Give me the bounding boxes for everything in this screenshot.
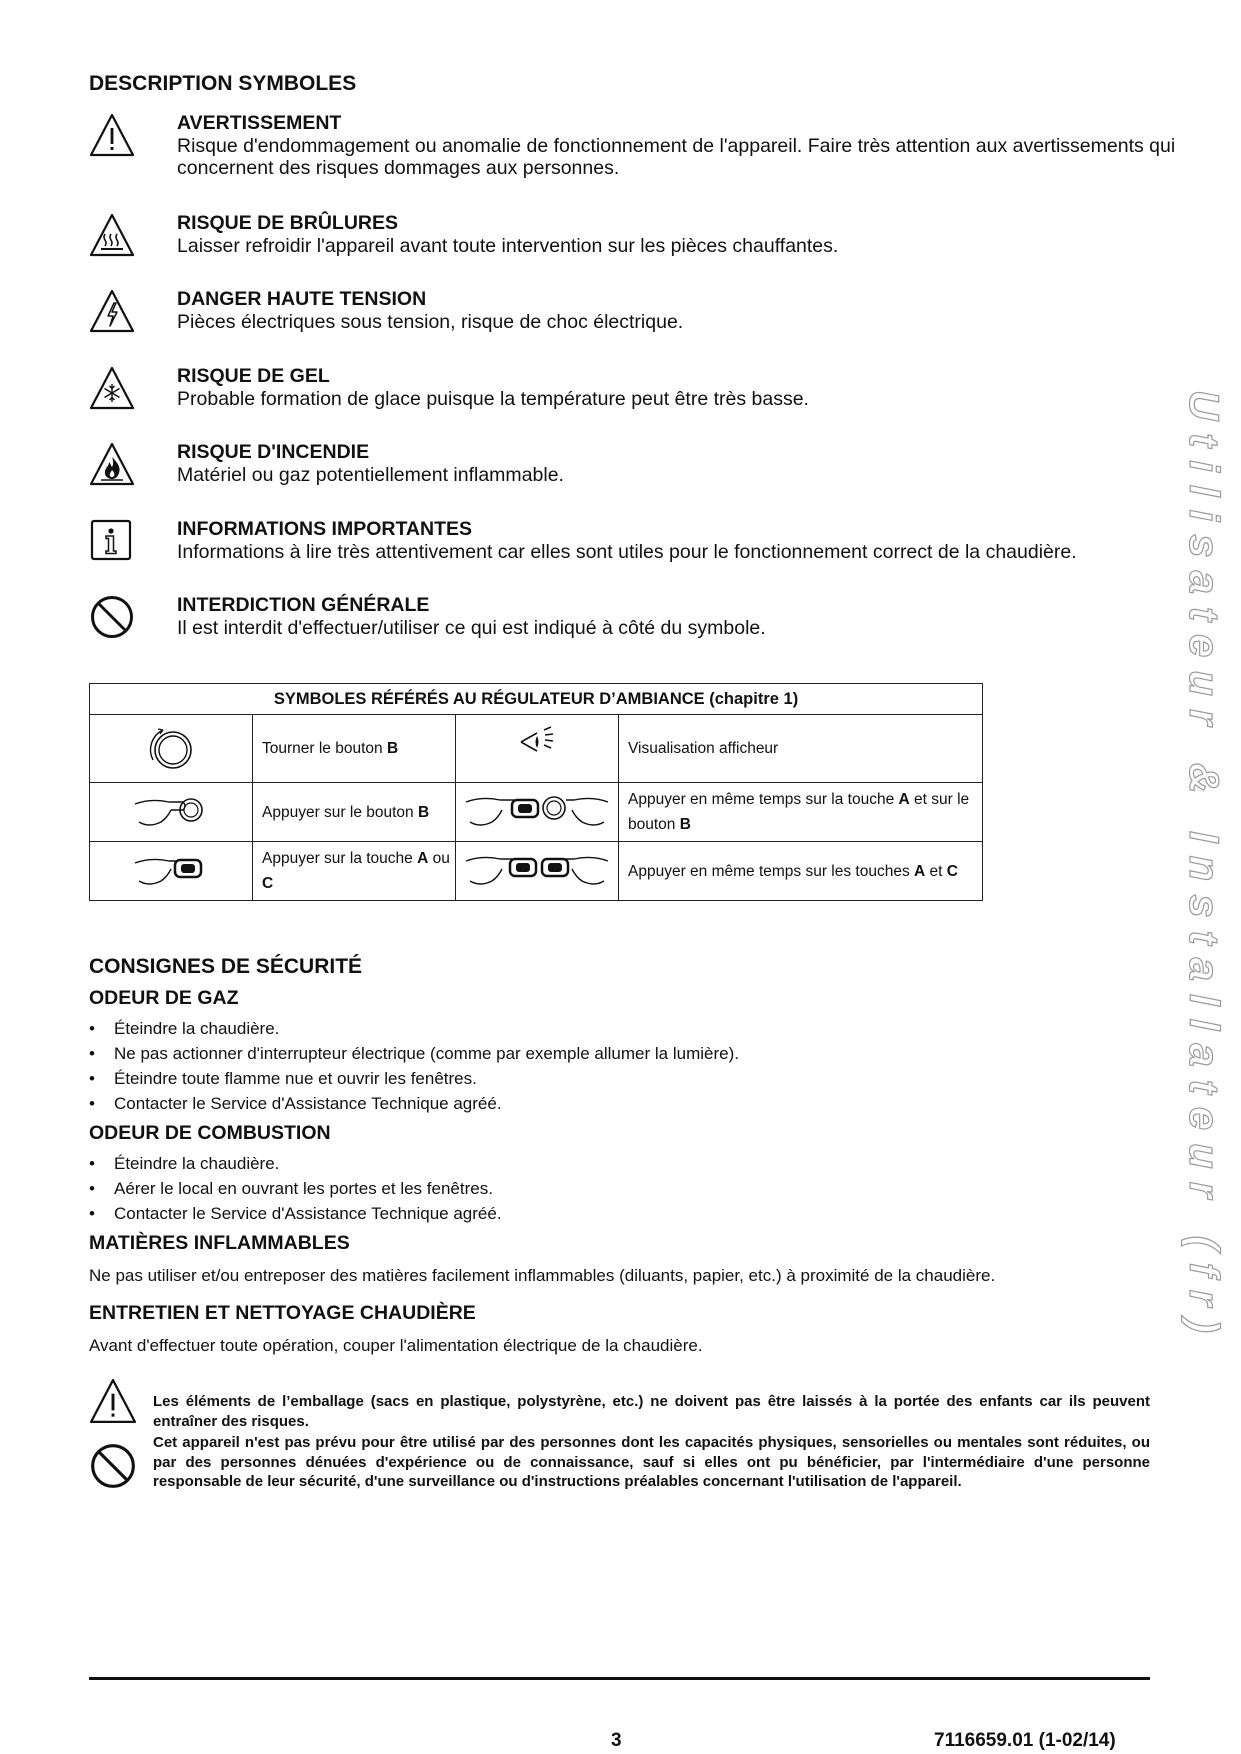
list-item: • Ne pas actionner d'interrupteur électrique (comme par exemple allumer la lumière). (89, 1041, 739, 1066)
list-item: • Contacter le Service d'Assistance Technique agréé. (89, 1201, 502, 1226)
packaging-warning-text: Les éléments de l’emballage (sacs en plastique, polystyrène, etc.) ne doivent pas être laissés à la portée des enfants car ils peuvent entraîner des risques. (153, 1393, 1150, 1430)
flammable-text: Ne pas utiliser et/ou entreposer des matières facilement inflammables (diluants, papier, etc.) à proximité de la chaudière. (89, 1266, 996, 1285)
info-icon (89, 518, 135, 564)
table-cell: Appuyer en même temps sur la touche A et sur le bouton B (619, 783, 983, 842)
symbol-row-frost (89, 365, 1149, 425)
gas-odor-title: ODEUR DE GAZ (89, 987, 239, 1009)
page-number: 3 (611, 1730, 622, 1751)
rotate-knob-icon (90, 715, 253, 783)
symbol-description: Matériel ou gaz potentiellement inflammable. (177, 464, 564, 486)
symbol-description: Probable formation de glace puisque la température peut être très basse. (177, 388, 809, 410)
table-cell: Appuyer en même temps sur les touches A et C (619, 842, 983, 901)
symbol-title: INFORMATIONS IMPORTANTES (177, 518, 473, 540)
usage-restriction-text: Cet appareil n'est pas prévu pour être utilisé par des personnes dont les capacités physiques, sensorielles ou mentales sont réduites, ou par des personnes dénuées d'expérience ou de connaissance, sauf si elles ont pu bénéficier, par l'intermédiaire d'une personne responsable de leur sécurité, d'une surveillance ou d'instructions préalables concernant l'utilisation de l'appareil. (153, 1434, 1150, 1490)
warning-icon (89, 1377, 137, 1425)
warning-icon (89, 112, 135, 158)
maintenance-text: Avant d'effectuer toute opération, couper l'alimentation électrique de la chaudière. (89, 1336, 703, 1355)
eye-display-icon (456, 715, 619, 783)
symbol-row-burn (89, 212, 1149, 272)
press-two-keys-icon (456, 842, 619, 901)
footer-divider (89, 1677, 1150, 1680)
symbol-row-high-voltage (89, 288, 1149, 348)
flammable-title: MATIÈRES INFLAMMABLES (89, 1232, 350, 1254)
combustion-odor-title: ODEUR DE COMBUSTION (89, 1122, 331, 1144)
table-cell: Tourner le bouton B (253, 715, 456, 783)
symbol-description: Pièces électriques sous tension, risque de choc électrique. (177, 311, 684, 333)
high-voltage-icon (89, 288, 135, 334)
page-title: DESCRIPTION SYMBOLES (89, 72, 357, 95)
side-label: Utilisateur & Installateur (fr) (1181, 389, 1228, 1347)
table-cell: Visualisation afficheur (619, 715, 983, 783)
symbol-row-info (89, 518, 1149, 578)
table-header: SYMBOLES RÉFÉRÉS AU RÉGULATEUR D’AMBIANCE (chapitre 1) (90, 684, 983, 715)
symbol-description: Risque d'endommagement ou anomalie de fonctionnement de l'appareil. Faire très attention aux avertissements qui concernent des risques dommages aux personnes. (177, 135, 1176, 179)
table-row (90, 715, 983, 783)
list-item: • Éteindre la chaudière. (89, 1016, 739, 1041)
symbol-row-warning (89, 112, 1176, 179)
symbol-title: AVERTISSEMENT (177, 112, 342, 134)
prohibited-icon (89, 1442, 137, 1490)
symbol-title: RISQUE D'INCENDIE (177, 441, 370, 463)
table-cell: Appuyer sur la touche A ou C (253, 842, 456, 901)
list-item: • Aérer le local en ouvrant les portes et les fenêtres. (89, 1176, 502, 1201)
maintenance-title: ENTRETIEN ET NETTOYAGE CHAUDIÈRE (89, 1302, 476, 1324)
symbol-description: Laisser refroidir l'appareil avant toute intervention sur les pièces chauffantes. (177, 235, 839, 257)
table-row (90, 783, 983, 842)
symbol-description: Informations à lire très attentivement car elles sont utiles pour le fonctionnement correct de la chaudière. (177, 541, 1077, 563)
symbol-title: RISQUE DE GEL (177, 365, 330, 387)
symbol-row-prohibited (89, 594, 1149, 654)
burn-icon (89, 212, 135, 258)
list-item: • Éteindre toute flamme nue et ouvrir les fenêtres. (89, 1066, 739, 1091)
fire-icon (89, 441, 135, 487)
frost-icon (89, 365, 135, 411)
symbol-title: RISQUE DE BRÛLURES (177, 212, 399, 234)
gas-odor-list (89, 1016, 739, 1116)
list-item: • Contacter le Service d'Assistance Technique agréé. (89, 1091, 739, 1116)
symbol-row-fire (89, 441, 1149, 501)
regulator-symbols-table (89, 683, 983, 901)
press-knob-icon (90, 783, 253, 842)
symbol-title: INTERDICTION GÉNÉRALE (177, 594, 430, 616)
prohibited-icon (89, 594, 135, 640)
press-key-and-knob-icon (456, 783, 619, 842)
safety-title: CONSIGNES DE SÉCURITÉ (89, 955, 363, 978)
document-reference: 7116659.01 (1-02/14) (934, 1730, 1116, 1751)
symbol-title: DANGER HAUTE TENSION (177, 288, 427, 310)
press-key-icon (90, 842, 253, 901)
combustion-odor-list (89, 1151, 502, 1226)
table-row (90, 842, 983, 901)
list-item: • Éteindre la chaudière. (89, 1151, 502, 1176)
table-cell: Appuyer sur le bouton B (253, 783, 456, 842)
symbol-description: Il est interdit d'effectuer/utiliser ce qui est indiqué à côté du symbole. (177, 617, 766, 639)
